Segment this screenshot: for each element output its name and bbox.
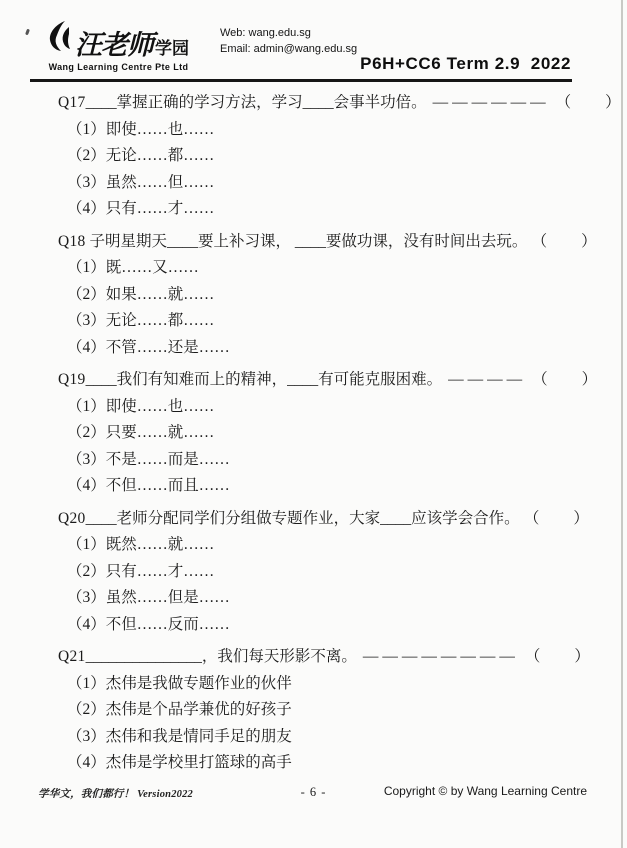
option-item: （3）虽然……但是…… <box>67 589 230 606</box>
question-line <box>58 367 599 394</box>
question-number: Q17 <box>58 94 86 111</box>
option-item: （3）虽然……但…… <box>67 173 215 191</box>
page-number: - 6 - <box>300 785 327 799</box>
question-q19 <box>58 367 599 500</box>
contact-email: Email: admin@wang.edu.sg <box>220 42 358 55</box>
question-line <box>58 90 622 117</box>
option-item: （2）如果……就…… <box>67 285 215 303</box>
option-item: （4）不管……还是…… <box>67 338 230 356</box>
option-item: （3）无论……都…… <box>67 312 215 329</box>
school-logo <box>48 20 189 72</box>
question-number: Q20 <box>58 509 86 527</box>
question-q18 <box>58 229 599 362</box>
swoosh-leaf-icon <box>48 20 72 59</box>
option-item: （1）杰伟是我做专题作业的伙伴 <box>67 674 292 692</box>
option-item: （4）杰伟是学校里打篮球的高手 <box>67 754 292 771</box>
option-item: （3）杰伟和我是情同手足的朋友 <box>67 727 292 745</box>
answer-bracket: （ ） <box>539 232 598 250</box>
question-text: ____我们有知难而上的精神，____有可能克服困难。 <box>85 371 443 388</box>
question-number: Q21 <box>58 648 86 665</box>
dash-leader: ———————— <box>362 648 519 665</box>
contact-block <box>220 26 357 58</box>
answer-bracket: （ ） <box>524 648 591 665</box>
option-item: （1）即使……也…… <box>67 397 215 415</box>
option-item: （2）只要……就…… <box>67 424 215 441</box>
brand-name-cn-sub: 学园 <box>155 39 189 59</box>
question-text: ____老师分配同学们分组做专题作业，大家____应该学会合作。 <box>85 509 520 527</box>
option-item: （4）不但……而且…… <box>67 477 230 494</box>
scan-speck-artifact <box>25 29 30 36</box>
option-item: （3）不是……而是…… <box>67 450 230 468</box>
question-q17 <box>58 90 622 223</box>
option-item: （1）既……又…… <box>67 259 199 276</box>
question-line <box>58 644 599 671</box>
dash-leader: —————— <box>432 94 550 111</box>
page-header <box>48 18 577 76</box>
question-text: _______________，我们每天形影不离。 <box>85 648 357 665</box>
question-number: Q19 <box>58 371 86 388</box>
document-title: P6H+CC6 Term 2.9 2022 <box>360 54 571 73</box>
question-q21 <box>58 644 599 777</box>
question-line <box>58 506 599 533</box>
page-footer <box>0 784 627 804</box>
brand-name-cn: 汪老师 <box>75 30 153 60</box>
question-number: Q18 <box>58 232 86 250</box>
logo-row <box>48 20 189 59</box>
question-text: 子明星期天____要上补习课， ____要做功课，没有时间出去玩。 <box>85 232 528 250</box>
dash-leader: ———— <box>448 371 527 388</box>
brand-name-en: Wang Learning Centre Pte Ltd <box>48 62 189 72</box>
option-item: （2）杰伟是个品学兼优的好孩子 <box>67 701 292 718</box>
question-q20 <box>58 506 599 639</box>
option-item: （1）即使……也…… <box>67 120 215 138</box>
option-item: （4）不但……反而…… <box>67 615 230 633</box>
answer-bracket: （ ） <box>532 371 599 388</box>
answer-bracket: （ ） <box>531 509 590 527</box>
option-item: （1）既然……就…… <box>67 536 215 553</box>
option-item: （2）无论……都…… <box>67 147 215 164</box>
scan-edge-artifact <box>621 0 623 848</box>
copyright-text: Copyright © by Wang Learning Centre <box>383 784 587 798</box>
question-text: ____掌握正确的学习方法，学习____会事半功倍。 <box>85 94 427 111</box>
header-divider <box>30 79 572 82</box>
question-list <box>58 90 622 783</box>
option-item: （2）只有……才…… <box>67 562 215 580</box>
question-line <box>58 229 599 256</box>
option-item: （4）只有……才…… <box>67 200 215 217</box>
footer-slogan: 学华文，我们都行！ Version2022 <box>38 789 194 800</box>
answer-bracket: （ ） <box>555 94 622 111</box>
contact-web: Web: wang.edu.sg <box>220 27 311 39</box>
